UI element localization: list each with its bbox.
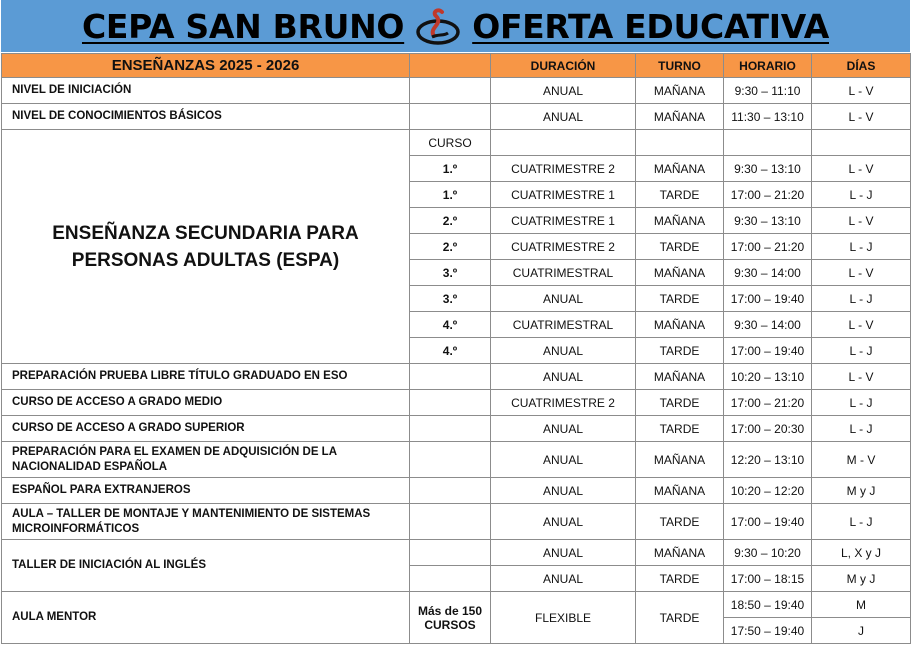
espa-horario: 9:30 – 13:10 [724,156,812,182]
espa-curso-label: CURSO [410,130,491,156]
row-dias: L - J [812,416,911,442]
row-name: CURSO DE ACCESO A GRADO MEDIO [2,390,410,416]
table-row [2,78,911,104]
row-dias: L - J [812,390,911,416]
table-row [2,504,911,540]
row-turno: MAÑANA [636,442,724,478]
row-duracion: CUATRIMESTRE 2 [491,390,636,416]
row-name: CURSO DE ACCESO A GRADO SUPERIOR [2,416,410,442]
row-duracion: ANUAL [491,104,636,130]
mentor-dias: J [812,618,911,644]
espa-turno: TARDE [636,234,724,260]
espa-curso: 2.º [410,208,491,234]
table-row [2,390,911,416]
row-dias: L - V [812,78,911,104]
col-horario: HORARIO [724,54,812,78]
mentor-row [2,592,911,618]
row-name: NIVEL DE INICIACIÓN [2,78,410,104]
row-horario: 9:30 – 11:10 [724,78,812,104]
row-turno: TARDE [636,390,724,416]
row-horario: 10:20 – 13:10 [724,364,812,390]
title-right: OFERTA EDUCATIVA [472,6,829,46]
espa-dias: L - J [812,338,911,364]
espa-turno: MAÑANA [636,260,724,286]
row-horario: 12:20 – 13:10 [724,442,812,478]
espa-turno: MAÑANA [636,156,724,182]
title-banner [1,0,910,52]
ingles-name: TALLER DE INICIACIÓN AL INGLÉS [2,540,410,592]
col-dias: DÍAS [812,54,911,78]
ingles-turno: TARDE [636,566,724,592]
row-duracion: ANUAL [491,478,636,504]
espa-curso-label-row [2,130,911,156]
row-dias: L - J [812,504,911,540]
ingles-horario: 9:30 – 10:20 [724,540,812,566]
espa-turno: MAÑANA [636,208,724,234]
espa-turno: MAÑANA [636,312,724,338]
espa-duracion: CUATRIMESTRE 2 [491,156,636,182]
mentor-horario: 17:50 – 19:40 [724,618,812,644]
row-name: NIVEL DE CONOCIMIENTOS BÁSICOS [2,104,410,130]
row-dias: M y J [812,478,911,504]
espa-dias: L - V [812,260,911,286]
espa-horario: 17:00 – 19:40 [724,338,812,364]
ingles-horario: 17:00 – 18:15 [724,566,812,592]
table-row [2,478,911,504]
espa-turno: TARDE [636,338,724,364]
col-turno: TURNO [636,54,724,78]
row-horario: 17:00 – 19:40 [724,504,812,540]
espa-dias: L - J [812,286,911,312]
row-dias: M - V [812,442,911,478]
espa-curso: 4.º [410,312,491,338]
row-turno: TARDE [636,416,724,442]
ingles-turno: MAÑANA [636,540,724,566]
espa-curso: 1.º [410,182,491,208]
espa-dias: L - J [812,234,911,260]
espa-curso: 3.º [410,286,491,312]
espa-duracion: CUATRIMESTRE 2 [491,234,636,260]
row-name: PREPARACIÓN PRUEBA LIBRE TÍTULO GRADUADO EN ESO [2,364,410,390]
title-left: CEPA SAN BRUNO [81,6,405,46]
ingles-dias: M y J [812,566,911,592]
table-row [2,364,911,390]
col-ensenanzas: ENSEÑANZAS 2025 - 2026 [2,54,410,78]
row-turno: MAÑANA [636,104,724,130]
row-curso [410,478,491,504]
mentor-name: AULA MENTOR [2,592,410,644]
ingles-duracion: ANUAL [491,566,636,592]
row-dias: L - V [812,364,911,390]
espa-curso: 3.º [410,260,491,286]
header-row [2,54,911,78]
col-curso [410,54,491,78]
espa-dias: L - J [812,182,911,208]
row-duracion: ANUAL [491,442,636,478]
ingles-dias: L, X y J [812,540,911,566]
row-name: ESPAÑOL PARA EXTRANJEROS [2,478,410,504]
row-curso [410,540,491,566]
ingles-duracion: ANUAL [491,540,636,566]
row-curso [410,104,491,130]
table-row [2,442,911,478]
espa-duracion: CUATRIMESTRE 1 [491,208,636,234]
row-horario: 10:20 – 12:20 [724,478,812,504]
espa-curso: 4.º [410,338,491,364]
row-horario: 17:00 – 21:20 [724,390,812,416]
espa-name: ENSEÑANZA SECUNDARIA PARA PERSONAS ADULTAS (ESPA) [2,130,410,364]
espa-horario: 17:00 – 19:40 [724,286,812,312]
mentor-duracion: FLEXIBLE [491,592,636,644]
mentor-turno: TARDE [636,592,724,644]
mentor-cursos: Más de 150 CURSOS [410,592,491,644]
espa-duracion: ANUAL [491,286,636,312]
espa-dias: L - V [812,156,911,182]
espa-duracion: CUATRIMESTRAL [491,312,636,338]
row-curso [410,504,491,540]
row-horario: 11:30 – 13:10 [724,104,812,130]
espa-curso: 1.º [410,156,491,182]
espa-horario: 9:30 – 13:10 [724,208,812,234]
row-curso [410,416,491,442]
row-turno: MAÑANA [636,364,724,390]
offer-table [1,53,911,644]
espa-dias: L - V [812,208,911,234]
mentor-horario: 18:50 – 19:40 [724,592,812,618]
espa-turno: TARDE [636,286,724,312]
table-row [2,416,911,442]
row-curso [410,364,491,390]
row-duracion: ANUAL [491,78,636,104]
cepa-logo-icon [414,6,462,46]
row-duracion: ANUAL [491,504,636,540]
col-duracion: DURACIÓN [491,54,636,78]
espa-duracion: CUATRIMESTRE 1 [491,182,636,208]
row-dias: L - V [812,104,911,130]
espa-duracion: CUATRIMESTRAL [491,260,636,286]
row-turno: MAÑANA [636,478,724,504]
espa-curso: 2.º [410,234,491,260]
espa-horario: 9:30 – 14:00 [724,260,812,286]
row-turno: MAÑANA [636,78,724,104]
espa-horario: 9:30 – 14:00 [724,312,812,338]
row-turno: TARDE [636,504,724,540]
mentor-dias: M [812,592,911,618]
row-name: PREPARACIÓN PARA EL EXAMEN DE ADQUISICIÓN DE LA NACIONALIDAD ESPAÑOLA [2,442,410,478]
espa-duracion: ANUAL [491,338,636,364]
row-curso [410,566,491,592]
row-curso [410,442,491,478]
row-curso [410,390,491,416]
espa-horario: 17:00 – 21:20 [724,182,812,208]
row-duracion: ANUAL [491,364,636,390]
row-name: AULA – TALLER DE MONTAJE Y MANTENIMIENTO DE SISTEMAS MICROINFORMÁTICOS [2,504,410,540]
table-row [2,104,911,130]
ingles-row [2,540,911,566]
row-horario: 17:00 – 20:30 [724,416,812,442]
espa-turno: TARDE [636,182,724,208]
row-duracion: ANUAL [491,416,636,442]
row-curso [410,78,491,104]
espa-dias: L - V [812,312,911,338]
espa-horario: 17:00 – 21:20 [724,234,812,260]
